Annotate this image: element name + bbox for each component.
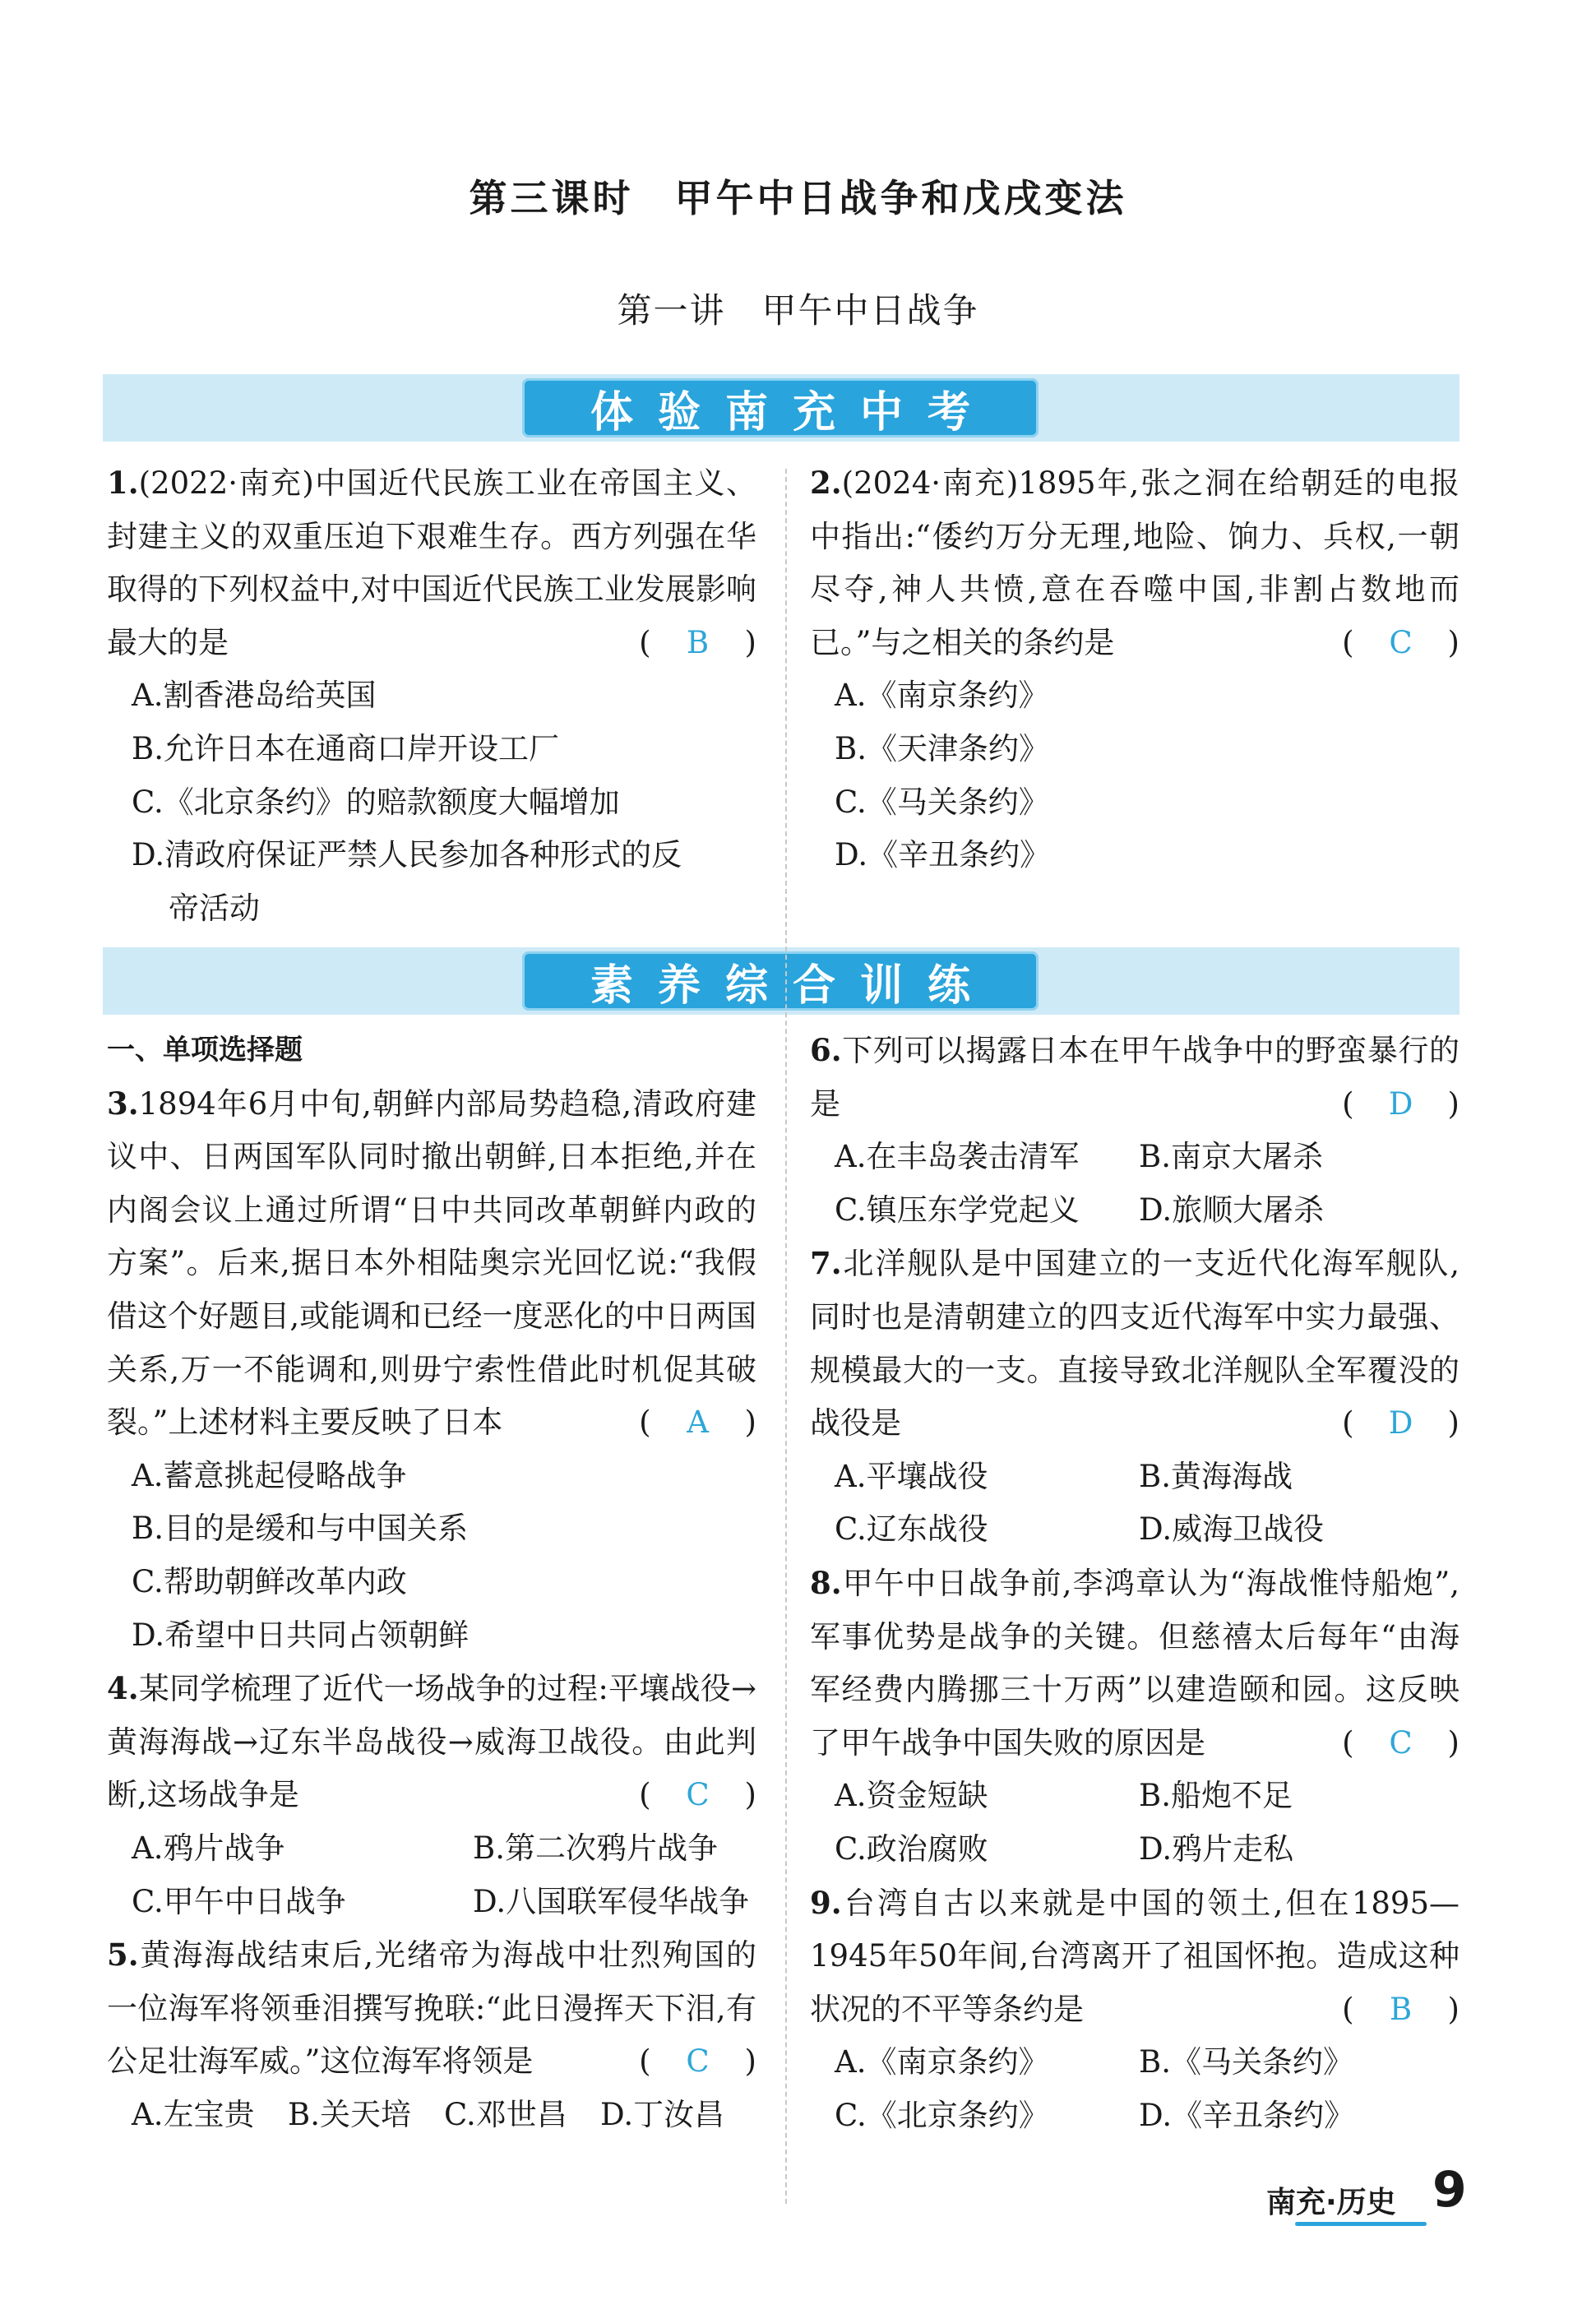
option-row: [107, 1876, 756, 1929]
practice-banner-label: 素养综合训练: [522, 951, 1039, 1011]
exam-question-1: [107, 456, 756, 935]
question-number: 5.: [107, 1937, 139, 1974]
option-row: [810, 1503, 1460, 1557]
option: C.政治腐败: [835, 1830, 988, 1867]
option: A.左宝贵: [132, 2096, 255, 2132]
answer-bracket: ( B ): [1342, 1983, 1460, 2037]
exam-question-2: [810, 456, 1460, 882]
question-9: [810, 1877, 1460, 2037]
option: B.黄海海战: [1139, 1458, 1293, 1494]
answer-letter: B: [686, 624, 710, 660]
answer-letter: C: [1389, 624, 1413, 660]
option: A.鸦片战争: [132, 1830, 285, 1866]
question-3: [107, 1077, 756, 1450]
option: A.蓄意挑起侵略战争: [132, 1457, 407, 1493]
option: D.八国联军侵华战争: [473, 1883, 750, 1919]
question-number: 9.: [810, 1884, 842, 1921]
option-row: [107, 1822, 756, 1876]
option-row: [810, 2089, 1460, 2143]
option: D.威海卫战役: [1139, 1511, 1325, 1548]
answer-bracket: ( C ): [639, 1769, 756, 1822]
question-stem: 台湾自古以来就是中国的领土,但在1895—1945年50年间,台湾离开了祖国怀抱。造成这种状况的不平等条约是: [810, 1885, 1460, 2027]
option: A.《南京条约》: [835, 678, 1049, 714]
practice-banner: [103, 947, 1460, 1015]
option: D.丁汝昌: [600, 2096, 725, 2132]
footer-underline: [1295, 2222, 1427, 2226]
option: D.旅顺大屠杀: [1139, 1192, 1325, 1228]
option-row: [810, 1184, 1460, 1238]
answer-bracket: ( D ): [1342, 1397, 1460, 1451]
option: B.南京大屠杀: [1139, 1139, 1323, 1175]
answer-letter: A: [687, 1405, 709, 1441]
option: D.《辛丑条约》: [1139, 2097, 1355, 2133]
exam-banner: [103, 374, 1460, 442]
option: D.鸦片走私: [1139, 1830, 1294, 1867]
section-label: 一、单项选择题: [107, 1034, 303, 1067]
option: C.辽东战役: [835, 1511, 988, 1548]
option-row: [810, 1131, 1460, 1184]
option: D.清政府保证严禁人民参加各种形式的反: [132, 837, 682, 873]
option-row: [810, 1770, 1460, 1823]
option: B.目的是缓和与中国关系: [132, 1511, 468, 1547]
question-stem: 甲午中日战争前,李鸿章认为“海战惟恃船炮”,军事优势是战争的关键。但慈禧太后每年“由海军经费内腾挪三十万两”以建造颐和园。这反映了甲午战争中国失败的原因是: [810, 1565, 1460, 1761]
page-number: 9: [1432, 2161, 1467, 2219]
question-number: 8.: [810, 1564, 842, 1601]
option: C.《马关条约》: [835, 784, 1049, 820]
answer-letter: C: [1389, 1724, 1413, 1761]
option-row: [107, 2089, 756, 2142]
question-stem: 某同学梳理了近代一场战争的过程:平壤战役→黄海海战→辽东半岛战役→威海卫战役。由此判断,这场战争是: [107, 1671, 756, 1813]
answer-letter: C: [686, 1777, 710, 1813]
practice-right-column: [810, 1024, 1460, 2142]
option: C.甲午中日战争: [132, 1883, 346, 1919]
option: C.邓世昌: [444, 2096, 567, 2132]
option: A.资金短缺: [835, 1778, 988, 1814]
option: A.割香港岛给英国: [132, 678, 377, 714]
question-number: 7.: [810, 1245, 842, 1282]
option: C.《北京条约》的赔款额度大幅增加: [132, 784, 620, 820]
column-divider: [785, 469, 787, 2204]
answer-bracket: ( D ): [1342, 1078, 1460, 1131]
answer-letter: D: [1388, 1405, 1413, 1442]
option: D.希望中日共同占领朝鲜: [132, 1617, 470, 1653]
lecture-subtitle: 第一讲 甲午中日战争: [617, 290, 979, 331]
option: A.平壤战役: [835, 1458, 988, 1494]
answer-bracket: ( C ): [1342, 617, 1460, 670]
option: C.帮助朝鲜改革内政: [132, 1563, 407, 1599]
question-number: 2.: [810, 465, 842, 501]
option: C.《北京条约》: [835, 2097, 1049, 2133]
option: B.船炮不足: [1139, 1778, 1293, 1814]
question-stem: (2022·南充)中国近代民族工业在帝国主义、封建主义的双重压迫下艰难生存。西方列强在华取得的下列权益中,对中国近代民族工业发展影响最大的是: [107, 465, 756, 660]
option: B.第二次鸦片战争: [473, 1830, 718, 1866]
page-title: 第三课时 甲午中日战争和戊戌变法: [469, 176, 1127, 220]
exam-banner-label: 体验南充中考: [522, 378, 1039, 437]
question-6: [810, 1024, 1460, 1131]
option-row: [810, 1823, 1460, 1877]
option: C.镇压东学党起义: [835, 1192, 1080, 1228]
question-8: [810, 1557, 1460, 1770]
answer-letter: C: [686, 2043, 710, 2080]
question-4: [107, 1662, 756, 1822]
option: B.《天津条约》: [835, 730, 1049, 766]
option-continuation: 帝活动: [169, 890, 260, 926]
question-number: 6.: [810, 1032, 842, 1068]
option: A.《南京条约》: [835, 2044, 1049, 2080]
question-stem: 黄海海战结束后,光绪帝为海战中壮烈殉国的一位海军将领垂泪撰写挽联:“此日漫挥天下泪,有公足壮海军威。”这位海军将领是: [107, 1937, 756, 2080]
answer-letter: B: [1389, 1991, 1413, 2027]
footer-label: 南充·历史: [1266, 2186, 1396, 2219]
option: B.允许日本在通商口岸开设工厂: [132, 730, 559, 766]
question-number: 1.: [107, 465, 139, 501]
practice-left-column: [107, 1024, 756, 2141]
question-stem: (2024·南充)1895年,张之洞在给朝廷的电报中指出:“倭约万分无理,地险、饷力、兵权,一朝尽夺,神人共愤,意在吞噬中国,非割占数地而已。”与之相关的条约是: [810, 465, 1460, 660]
question-number: 4.: [107, 1670, 139, 1707]
option-row: [810, 2036, 1460, 2089]
option: D.《辛丑条约》: [835, 837, 1051, 873]
answer-bracket: ( C ): [639, 2035, 756, 2089]
option-row: [810, 1451, 1460, 1504]
question-5: [107, 1928, 756, 2089]
option: B.《马关条约》: [1139, 2044, 1353, 2080]
answer-letter: D: [1388, 1085, 1413, 1122]
question-stem: 北洋舰队是中国建立的一支近代化海军舰队,同时也是清朝建立的四支近代海军中实力最强、规模最大的一支。直接导致北洋舰队全军覆没的战役是: [810, 1246, 1460, 1442]
answer-bracket: ( A ): [639, 1396, 756, 1450]
option: B.关天培: [288, 2096, 411, 2132]
question-stem: 1894年6月中旬,朝鲜内部局势趋稳,清政府建议中、日两国军队同时撤出朝鲜,日本拒绝,并在内阁会议上通过所谓“日中共同改革朝鲜内政的方案”。后来,据日本外相陆奥宗光回忆说:“我假借这个好题目,或能调和已经一度恶化的中日两国关系,万一不能调和,则毋宁索性借此时机促其破裂。”上述材料主要反映了日本: [107, 1085, 756, 1441]
answer-bracket: ( C ): [1342, 1717, 1460, 1770]
question-stem: 下列可以揭露日本在甲午战争中的野蛮暴行的是: [810, 1033, 1460, 1122]
answer-bracket: ( B ): [639, 617, 756, 670]
option: A.在丰岛袭击清军: [835, 1139, 1080, 1175]
question-number: 3.: [107, 1085, 139, 1122]
question-7: [810, 1237, 1460, 1450]
